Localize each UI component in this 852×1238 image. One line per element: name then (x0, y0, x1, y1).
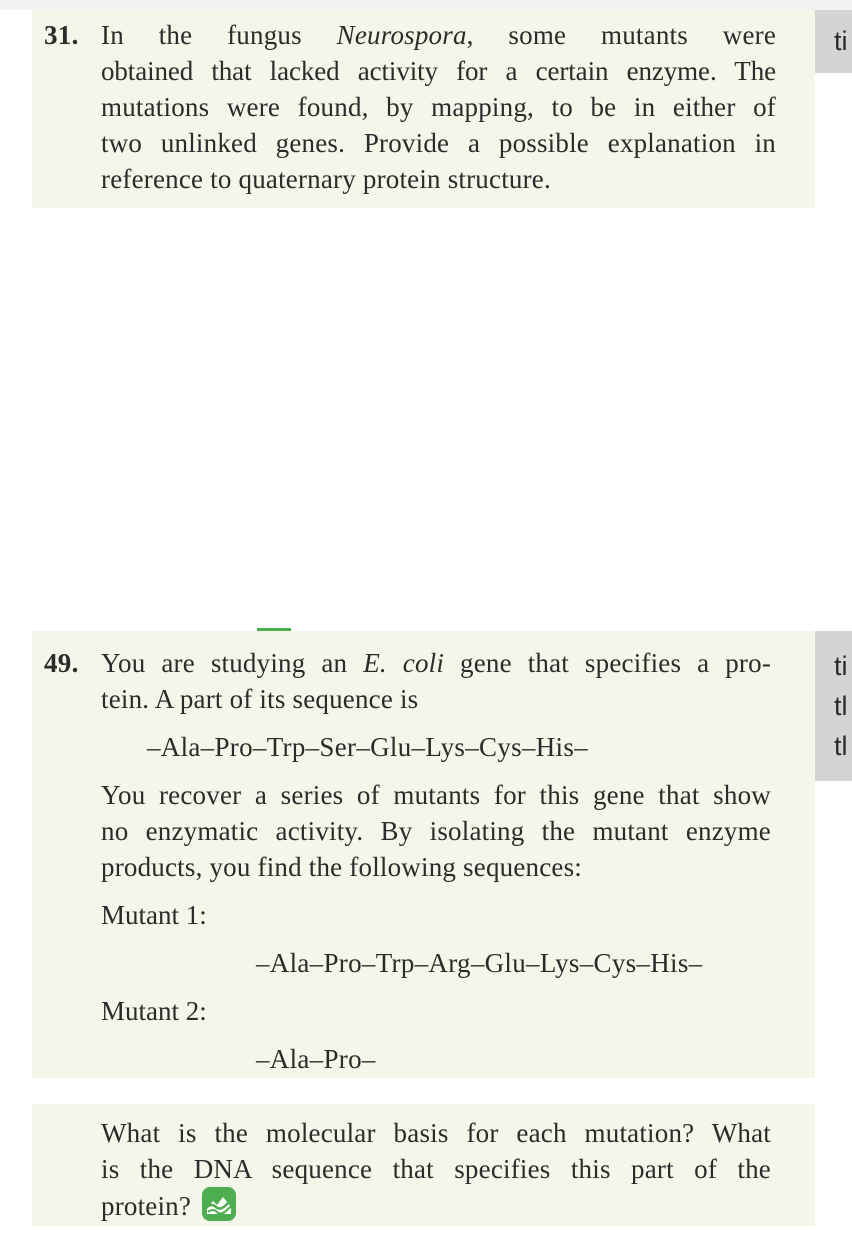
mutant-2-sequence: –Ala–Pro– (256, 1044, 376, 1074)
species-name: Neurospora (336, 20, 467, 50)
text-line: reference to quaternary protein structure. (101, 164, 551, 194)
mutant-1-sequence: –Ala–Pro–Trp–Arg–Glu–Lys–Cys–His– (256, 948, 703, 978)
text-line: tein. A part of its sequence is (101, 684, 419, 714)
side-tab-text: ti (834, 651, 848, 681)
side-tab-31[interactable] (815, 10, 852, 73)
question-number: 49. (44, 648, 79, 678)
mutant-2-label: Mutant 2: (101, 996, 207, 1026)
side-tab-text: tl (834, 691, 848, 721)
text-line: mutations were found, by mapping, to be in either of (101, 92, 776, 122)
wild-type-sequence: –Ala–Pro–Trp–Ser–Glu–Lys–Cys–His– (147, 732, 588, 762)
side-tab-text: tl (834, 731, 848, 761)
side-tab-text: ti (834, 26, 848, 56)
top-bar (0, 0, 852, 10)
achieve-tutorial-icon[interactable] (202, 1187, 236, 1221)
text-line: two unlinked genes. Provide a possible explanation in (101, 128, 776, 158)
text-line: products, you find the following sequences: (101, 852, 583, 882)
question-49-question (101, 1115, 771, 1224)
text-line: What is the molecular basis for each mutation? What (101, 1118, 771, 1148)
text-line: In the fungus Neurospora, some mutants were (101, 20, 777, 50)
species-name: E. coli (363, 648, 445, 678)
text-line: obtained that lacked activity for a certain enzyme. The (101, 56, 776, 86)
side-tab-49[interactable] (815, 631, 852, 781)
question-49-intro (101, 645, 771, 717)
text-line: is the DNA sequence that specifies this part of the (101, 1154, 771, 1184)
text-line: You are studying an E. coli gene that specifies a pro- (101, 648, 772, 678)
text-line: no enzymatic activity. By isolating the mutant enzyme (101, 816, 771, 846)
question-number: 31. (44, 20, 79, 50)
mutant-1-label: Mutant 1: (101, 900, 207, 930)
question-31-text (101, 17, 776, 197)
text-line: protein? (101, 1187, 771, 1224)
question-49-body (101, 777, 771, 885)
text-line: You recover a series of mutants for this gene that show (101, 780, 771, 810)
